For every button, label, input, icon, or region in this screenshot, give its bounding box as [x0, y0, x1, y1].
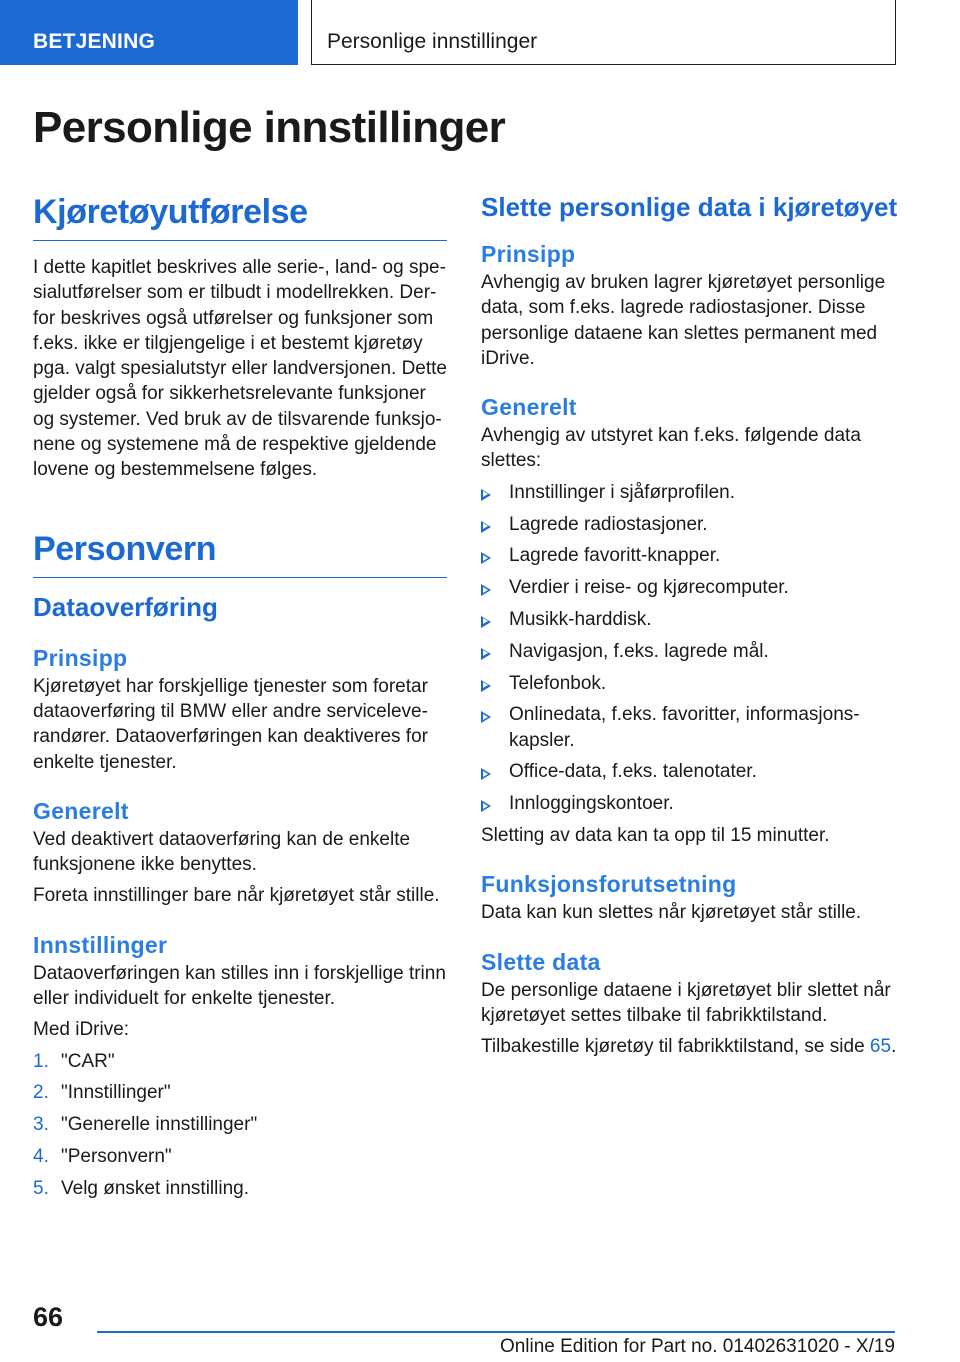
heading-delete-data: Slette data	[481, 948, 601, 975]
bullet-text: Onlinedata, f.eks. favoritter, informasjons-kapsler.	[509, 704, 860, 751]
step-text: "Generelle innstillinger"	[61, 1114, 258, 1136]
list-item	[481, 607, 901, 632]
triangle-bullet-icon	[481, 489, 491, 501]
left-column	[33, 190, 447, 1208]
heading-delete-personal-data: Slette personlige data i kjøretøyet	[481, 192, 898, 222]
paragraph-principle-right: Avhengig av bruken lagrer kjøretøyet personlige data, som f.eks. lagrede radiostasjoner. Disse personlige dataene kan slettes permanent med iDrive.	[481, 272, 886, 369]
bullet-text: Telefonbok.	[509, 672, 607, 694]
triangle-bullet-icon	[481, 521, 491, 533]
step-text: "Innstillinger"	[61, 1082, 171, 1104]
triangle-bullet-icon	[481, 552, 491, 564]
bullet-text: Innstillinger i sjåførprofilen.	[509, 481, 735, 503]
paragraph-delete-data: De personlige dataene i kjøretøyet blir slettet når kjøretøyet settes tilbake til fabrikktilstand.	[481, 979, 891, 1026]
triangle-bullet-icon	[481, 711, 491, 723]
list-item	[33, 1144, 447, 1169]
heading-general-right: Generelt	[481, 394, 577, 421]
heading-privacy: Personvern	[33, 527, 447, 578]
idrive-steps-list	[33, 1049, 447, 1201]
right-column	[481, 190, 901, 1066]
paragraph-principle-left: Kjøretøyet har forskjellige tjenester som foretar dataoverføring til BMW eller andre serviceleve-randører. Dataoverføringen kan deaktiveres for enkelte tjenester.	[33, 675, 428, 773]
heading-settings: Innstillinger	[33, 931, 168, 958]
paragraph-general-right: Avhengig av utstyret kan f.eks. følgende data slettes:	[481, 425, 861, 472]
list-item	[481, 702, 901, 753]
bullet-text: Lagrede radiostasjoner.	[509, 513, 708, 535]
step-number: 2.	[33, 1082, 49, 1104]
step-text: "CAR"	[61, 1050, 115, 1072]
bullet-text: Verdier i reise- og kjørecomputer.	[509, 577, 789, 599]
step-number: 3.	[33, 1114, 49, 1136]
paragraph-vehicle-version: I dette kapitlet beskrives alle serie-, land- og spe-sialutførelser som er tilbudt i modellrekken. Der-for beskrives også utførelser og funksjoner som f.eks. ikke er tilgjengelige i et bestemt kjøretøy pga. valgt spesialutstyr eller landversjonen. Dette gjelder også for sikkerhetsrelevante funksjoner og systemer. Ved bruk av de tilsvarende funksjo-nene og systemene må de respektive gjeldende lovene og bestemmelsene følges.	[33, 257, 448, 481]
heading-vehicle-version: Kjøretøyutførelse	[33, 190, 447, 241]
list-item	[33, 1176, 447, 1201]
triangle-bullet-icon	[481, 616, 491, 628]
list-item	[481, 480, 901, 505]
list-item	[481, 671, 901, 696]
heading-principle-left: Prinsipp	[33, 644, 128, 671]
triangle-bullet-icon	[481, 768, 491, 780]
list-item	[33, 1080, 447, 1105]
paragraph-function-requirement: Data kan kun slettes når kjøretøyet står stille.	[481, 902, 862, 924]
heading-data-transfer: Dataoverføring	[33, 591, 218, 622]
factory-reset-period: .	[891, 1036, 897, 1058]
paragraph-deletion-duration: Sletting av data kan ta opp til 15 minutter.	[481, 825, 830, 847]
paragraph-settings-2: Med iDrive:	[33, 1019, 130, 1041]
section-tab[interactable]: BETJENING	[0, 0, 298, 65]
triangle-bullet-icon	[481, 584, 491, 596]
paragraph-general-left-1: Ved deaktivert dataoverføring kan de enkelte funksjonene ikke benyttes.	[33, 828, 411, 876]
step-text: "Personvern"	[61, 1146, 172, 1168]
page-title: Personlige innstillinger	[33, 103, 506, 152]
paragraph-settings-1: Dataoverføringen kan stilles inn i forskjellige trinn eller individuelt for enkelte tjenester.	[33, 962, 446, 1010]
triangle-bullet-icon	[481, 800, 491, 812]
step-number: 4.	[33, 1146, 49, 1168]
step-number: 1.	[33, 1050, 49, 1072]
factory-reset-text: Tilbakestille kjøretøy til fabrikktilstand, se side	[481, 1036, 870, 1058]
list-item	[481, 543, 901, 568]
chapter-title-box: Personlige innstillinger	[311, 0, 896, 65]
bullet-text: Office-data, f.eks. talenotater.	[509, 761, 757, 783]
bullet-text: Musikk-harddisk.	[509, 608, 652, 630]
bullet-text: Navigasjon, f.eks. lagrede mål.	[509, 640, 769, 662]
triangle-bullet-icon	[481, 648, 491, 660]
heading-principle-right: Prinsipp	[481, 241, 576, 267]
footer-divider	[97, 1331, 895, 1333]
list-item	[481, 512, 901, 537]
page-number: 66	[33, 1302, 64, 1332]
deletable-data-list	[481, 480, 901, 817]
paragraph-general-left-2: Foreta innstillinger bare når kjøretøyet står stille.	[33, 885, 440, 907]
step-number: 5.	[33, 1177, 49, 1199]
list-item	[481, 759, 901, 784]
heading-function-requirement: Funksjonsforutsetning	[481, 871, 737, 898]
heading-general-left: Generelt	[33, 797, 129, 824]
list-item	[481, 639, 901, 664]
page-reference-link[interactable]: 65	[869, 1036, 892, 1058]
list-item	[481, 791, 901, 816]
footer-edition: Online Edition for Part no. 01402631020 - X/19	[499, 1336, 895, 1357]
bullet-text: Lagrede favoritt-knapper.	[509, 545, 721, 567]
list-item	[481, 575, 901, 600]
paragraph-factory-reset	[481, 1034, 901, 1059]
bullet-text: Innloggingskontoer.	[509, 793, 674, 815]
step-text: Velg ønsket innstilling.	[61, 1177, 249, 1199]
triangle-bullet-icon	[481, 680, 491, 692]
list-item	[33, 1049, 447, 1074]
list-item	[33, 1112, 447, 1137]
